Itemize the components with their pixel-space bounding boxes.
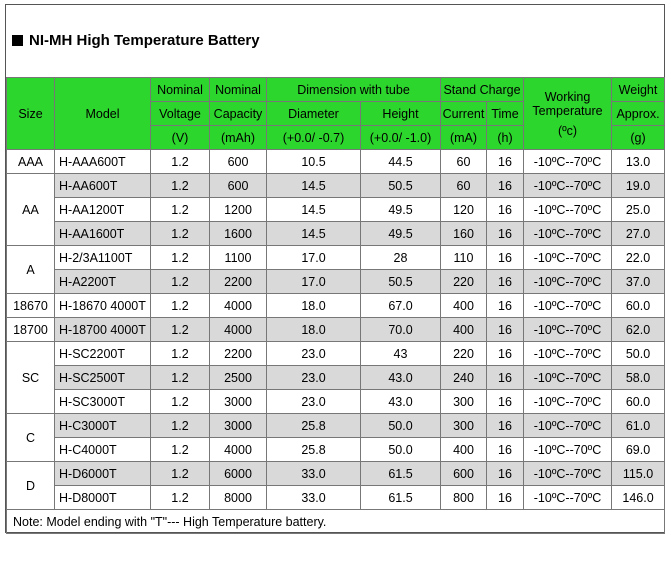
weight-cell: 37.0 <box>612 270 665 294</box>
current-cell: 300 <box>441 414 487 438</box>
header-current-unit: (mA) <box>441 126 487 150</box>
temp-cell: -10ºC--70ºC <box>524 414 612 438</box>
diameter-cell: 23.0 <box>267 342 361 366</box>
page-title <box>12 32 260 49</box>
footnote: Note: Model ending with "T"--- High Temperature battery. <box>7 510 665 534</box>
height-cell: 43 <box>361 342 441 366</box>
height-cell: 43.0 <box>361 390 441 414</box>
current-cell: 120 <box>441 198 487 222</box>
height-cell: 50.5 <box>361 174 441 198</box>
current-cell: 800 <box>441 486 487 510</box>
header-stand-charge: Stand Charge <box>441 78 524 102</box>
header-time-unit: (h) <box>487 126 524 150</box>
time-cell: 16 <box>487 414 524 438</box>
height-cell: 28 <box>361 246 441 270</box>
header-working-temp-line2: Temperature <box>532 103 603 118</box>
table-row <box>7 246 665 270</box>
size-cell: AA <box>7 174 55 246</box>
capacity-cell: 6000 <box>210 462 267 486</box>
header-capacity-unit: (mAh) <box>210 126 267 150</box>
temp-cell: -10ºC--70ºC <box>524 198 612 222</box>
diameter-cell: 17.0 <box>267 246 361 270</box>
diameter-cell: 25.8 <box>267 414 361 438</box>
voltage-cell: 1.2 <box>151 366 210 390</box>
capacity-cell: 1100 <box>210 246 267 270</box>
current-cell: 220 <box>441 342 487 366</box>
table-row <box>7 150 665 174</box>
temp-cell: -10ºC--70ºC <box>524 150 612 174</box>
weight-cell: 19.0 <box>612 174 665 198</box>
capacity-cell: 1200 <box>210 198 267 222</box>
size-cell: A <box>7 246 55 294</box>
capacity-cell: 4000 <box>210 318 267 342</box>
spec-sheet <box>5 4 665 533</box>
model-cell: H-AA1600T <box>55 222 151 246</box>
header-working-temp-line1: Working <box>544 89 591 104</box>
current-cell: 220 <box>441 270 487 294</box>
model-cell: H-2/3A1100T <box>55 246 151 270</box>
current-cell: 400 <box>441 318 487 342</box>
capacity-cell: 4000 <box>210 438 267 462</box>
height-cell: 49.5 <box>361 198 441 222</box>
voltage-cell: 1.2 <box>151 486 210 510</box>
height-cell: 61.5 <box>361 462 441 486</box>
size-cell: 18670 <box>7 294 55 318</box>
size-cell: D <box>7 462 55 510</box>
temp-cell: -10ºC--70ºC <box>524 438 612 462</box>
header-diameter: Diameter <box>267 102 361 126</box>
current-cell: 110 <box>441 246 487 270</box>
temp-cell: -10ºC--70ºC <box>524 390 612 414</box>
header-weight-line2: Approx. <box>612 102 665 126</box>
diameter-cell: 14.5 <box>267 174 361 198</box>
time-cell: 16 <box>487 198 524 222</box>
voltage-cell: 1.2 <box>151 222 210 246</box>
model-cell: H-D6000T <box>55 462 151 486</box>
table-row <box>7 174 665 198</box>
height-cell: 49.5 <box>361 222 441 246</box>
height-cell: 67.0 <box>361 294 441 318</box>
voltage-cell: 1.2 <box>151 318 210 342</box>
weight-cell: 60.0 <box>612 294 665 318</box>
capacity-cell: 1600 <box>210 222 267 246</box>
capacity-cell: 4000 <box>210 294 267 318</box>
weight-cell: 13.0 <box>612 150 665 174</box>
header-diameter-tolerance: (+0.0/ -0.7) <box>267 126 361 150</box>
voltage-cell: 1.2 <box>151 294 210 318</box>
weight-cell: 69.0 <box>612 438 665 462</box>
height-cell: 61.5 <box>361 486 441 510</box>
title-bar <box>6 5 664 78</box>
header-voltage-line2: Voltage <box>151 102 210 126</box>
diameter-cell: 23.0 <box>267 390 361 414</box>
height-cell: 50.0 <box>361 414 441 438</box>
voltage-cell: 1.2 <box>151 342 210 366</box>
weight-cell: 58.0 <box>612 366 665 390</box>
time-cell: 16 <box>487 342 524 366</box>
capacity-cell: 2200 <box>210 270 267 294</box>
current-cell: 60 <box>441 174 487 198</box>
time-cell: 16 <box>487 246 524 270</box>
weight-cell: 22.0 <box>612 246 665 270</box>
temp-cell: -10ºC--70ºC <box>524 174 612 198</box>
temp-cell: -10ºC--70ºC <box>524 294 612 318</box>
current-cell: 160 <box>441 222 487 246</box>
header-height: Height <box>361 102 441 126</box>
capacity-cell: 8000 <box>210 486 267 510</box>
page-title-text: NI-MH High Temperature Battery <box>29 32 260 49</box>
time-cell: 16 <box>487 270 524 294</box>
model-cell: H-D8000T <box>55 486 151 510</box>
table-row <box>7 294 665 318</box>
table-row <box>7 462 665 486</box>
header-voltage-line1: Nominal <box>151 78 210 102</box>
header-time: Time <box>487 102 524 126</box>
voltage-cell: 1.2 <box>151 390 210 414</box>
voltage-cell: 1.2 <box>151 270 210 294</box>
diameter-cell: 17.0 <box>267 270 361 294</box>
table-row <box>7 486 665 510</box>
weight-cell: 62.0 <box>612 318 665 342</box>
table-row <box>7 366 665 390</box>
current-cell: 60 <box>441 150 487 174</box>
capacity-cell: 600 <box>210 150 267 174</box>
battery-spec-table <box>6 77 665 534</box>
size-cell: 18700 <box>7 318 55 342</box>
header-capacity-line2: Capacity <box>210 102 267 126</box>
model-cell: H-AA600T <box>55 174 151 198</box>
current-cell: 600 <box>441 462 487 486</box>
time-cell: 16 <box>487 222 524 246</box>
table-row <box>7 222 665 246</box>
capacity-cell: 2500 <box>210 366 267 390</box>
time-cell: 16 <box>487 318 524 342</box>
temp-cell: -10ºC--70ºC <box>524 222 612 246</box>
capacity-cell: 3000 <box>210 390 267 414</box>
header-current: Current <box>441 102 487 126</box>
weight-cell: 60.0 <box>612 390 665 414</box>
model-cell: H-AA1200T <box>55 198 151 222</box>
diameter-cell: 18.0 <box>267 294 361 318</box>
diameter-cell: 10.5 <box>267 150 361 174</box>
square-bullet-icon <box>12 35 23 46</box>
model-cell: H-C4000T <box>55 438 151 462</box>
header-model: Model <box>55 78 151 150</box>
current-cell: 400 <box>441 438 487 462</box>
diameter-cell: 33.0 <box>267 462 361 486</box>
height-cell: 70.0 <box>361 318 441 342</box>
header-working-temp <box>524 78 612 150</box>
table-row <box>7 390 665 414</box>
header-size: Size <box>7 78 55 150</box>
capacity-cell: 2200 <box>210 342 267 366</box>
model-cell: H-SC2200T <box>55 342 151 366</box>
table-header <box>7 78 665 150</box>
table-row <box>7 438 665 462</box>
time-cell: 16 <box>487 294 524 318</box>
time-cell: 16 <box>487 438 524 462</box>
model-cell: H-18700 4000T <box>55 318 151 342</box>
diameter-cell: 23.0 <box>267 366 361 390</box>
header-weight-unit: (g) <box>612 126 665 150</box>
capacity-cell: 600 <box>210 174 267 198</box>
header-height-tolerance: (+0.0/ -1.0) <box>361 126 441 150</box>
time-cell: 16 <box>487 174 524 198</box>
height-cell: 50.0 <box>361 438 441 462</box>
diameter-cell: 25.8 <box>267 438 361 462</box>
voltage-cell: 1.2 <box>151 438 210 462</box>
current-cell: 240 <box>441 366 487 390</box>
temp-cell: -10ºC--70ºC <box>524 366 612 390</box>
size-cell: AAA <box>7 150 55 174</box>
capacity-cell: 3000 <box>210 414 267 438</box>
diameter-cell: 14.5 <box>267 222 361 246</box>
temp-cell: -10ºC--70ºC <box>524 342 612 366</box>
header-working-temp-line3: (ºc) <box>557 123 578 138</box>
model-cell: H-AAA600T <box>55 150 151 174</box>
temp-cell: -10ºC--70ºC <box>524 318 612 342</box>
voltage-cell: 1.2 <box>151 198 210 222</box>
model-cell: H-18670 4000T <box>55 294 151 318</box>
model-cell: H-SC3000T <box>55 390 151 414</box>
model-cell: H-A2200T <box>55 270 151 294</box>
weight-cell: 50.0 <box>612 342 665 366</box>
table-row <box>7 270 665 294</box>
current-cell: 300 <box>441 390 487 414</box>
temp-cell: -10ºC--70ºC <box>524 462 612 486</box>
weight-cell: 61.0 <box>612 414 665 438</box>
diameter-cell: 33.0 <box>267 486 361 510</box>
size-cell: SC <box>7 342 55 414</box>
time-cell: 16 <box>487 390 524 414</box>
time-cell: 16 <box>487 486 524 510</box>
table-body <box>7 150 665 510</box>
weight-cell: 146.0 <box>612 486 665 510</box>
temp-cell: -10ºC--70ºC <box>524 486 612 510</box>
height-cell: 43.0 <box>361 366 441 390</box>
model-cell: H-SC2500T <box>55 366 151 390</box>
table-footer <box>7 510 665 534</box>
current-cell: 400 <box>441 294 487 318</box>
height-cell: 50.5 <box>361 270 441 294</box>
weight-cell: 27.0 <box>612 222 665 246</box>
voltage-cell: 1.2 <box>151 414 210 438</box>
weight-cell: 115.0 <box>612 462 665 486</box>
table-row <box>7 318 665 342</box>
table-row <box>7 414 665 438</box>
header-dimension: Dimension with tube <box>267 78 441 102</box>
weight-cell: 25.0 <box>612 198 665 222</box>
diameter-cell: 14.5 <box>267 198 361 222</box>
time-cell: 16 <box>487 150 524 174</box>
header-voltage-unit: (V) <box>151 126 210 150</box>
size-cell: C <box>7 414 55 462</box>
voltage-cell: 1.2 <box>151 246 210 270</box>
header-weight-line1: Weight <box>612 78 665 102</box>
diameter-cell: 18.0 <box>267 318 361 342</box>
voltage-cell: 1.2 <box>151 150 210 174</box>
temp-cell: -10ºC--70ºC <box>524 270 612 294</box>
time-cell: 16 <box>487 462 524 486</box>
voltage-cell: 1.2 <box>151 462 210 486</box>
temp-cell: -10ºC--70ºC <box>524 246 612 270</box>
table-row <box>7 342 665 366</box>
height-cell: 44.5 <box>361 150 441 174</box>
table-row <box>7 198 665 222</box>
header-capacity-line1: Nominal <box>210 78 267 102</box>
voltage-cell: 1.2 <box>151 174 210 198</box>
model-cell: H-C3000T <box>55 414 151 438</box>
time-cell: 16 <box>487 366 524 390</box>
